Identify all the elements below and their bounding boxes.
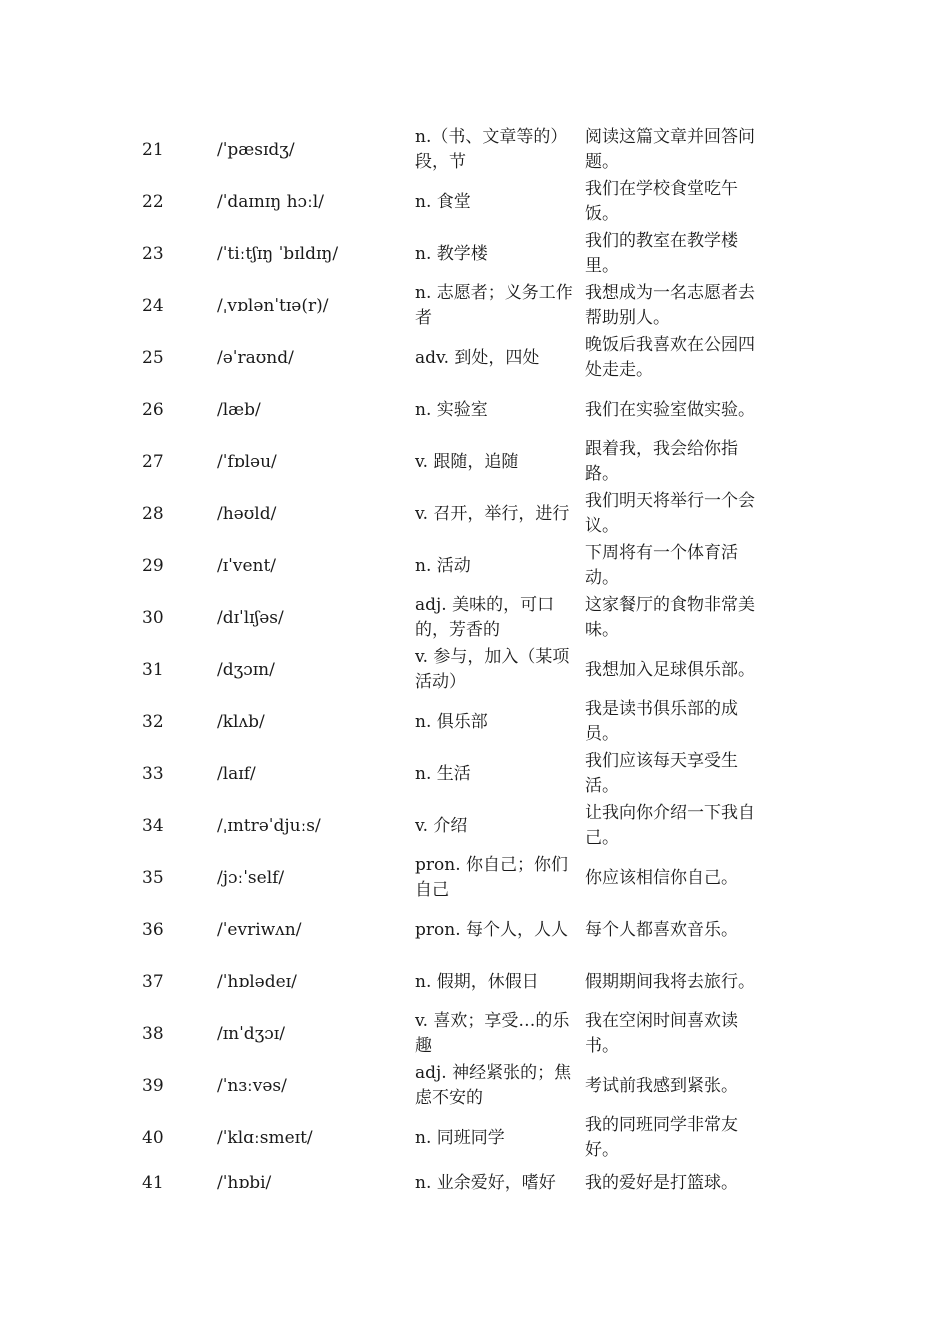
vocab-row <box>142 852 802 904</box>
definition: n. 教学楼 <box>415 243 488 264</box>
entry-number: 41 <box>142 1172 164 1193</box>
vocab-row <box>142 176 802 228</box>
entry-number: 39 <box>142 1075 164 1096</box>
entry-number: 35 <box>142 867 164 888</box>
definition: v. 参与，加入（某项活动） <box>415 647 570 692</box>
example-sentence: 我们在实验室做实验。 <box>585 399 755 420</box>
vocab-row <box>142 1060 802 1112</box>
definition: n. 俱乐部 <box>415 711 488 732</box>
definition: n. 生活 <box>415 763 471 784</box>
phonetic-transcription: /ˌɪntrəˈdjuːs/ <box>217 815 321 836</box>
vocab-row <box>142 384 802 436</box>
entry-number: 26 <box>142 399 164 420</box>
example-sentence: 我的爱好是打篮球。 <box>585 1172 738 1193</box>
definition: n. 食堂 <box>415 191 471 212</box>
vocab-row <box>142 696 802 748</box>
example-sentence: 我们应该每天享受生活。 <box>585 751 738 796</box>
definition: pron. 每个人，人人 <box>415 919 568 940</box>
phonetic-transcription: /ˈevriwʌn/ <box>217 919 302 940</box>
definition: n. 假期，休假日 <box>415 971 539 992</box>
definition: v. 跟随，追随 <box>415 451 519 472</box>
vocab-row <box>142 228 802 280</box>
entry-number: 37 <box>142 971 164 992</box>
phonetic-transcription: /ɪˈvent/ <box>217 555 277 576</box>
vocab-row <box>142 956 802 1008</box>
example-sentence: 我是读书俱乐部的成员。 <box>585 699 738 744</box>
entry-number: 23 <box>142 243 164 264</box>
phonetic-transcription: /ˈdaɪnɪŋ hɔːl/ <box>217 191 324 212</box>
entry-number: 22 <box>142 191 164 212</box>
entry-number: 38 <box>142 1023 164 1044</box>
phonetic-transcription: /ˈklɑːsmeɪt/ <box>217 1127 313 1148</box>
example-sentence: 我们的教室在教学楼里。 <box>585 231 738 276</box>
phonetic-transcription: /ɪnˈdʒɔɪ/ <box>217 1023 285 1044</box>
example-sentence: 你应该相信你自己。 <box>585 867 738 888</box>
example-sentence: 晚饭后我喜欢在公园四处走走。 <box>585 335 755 380</box>
phonetic-transcription: /həʊld/ <box>217 503 277 524</box>
vocabulary-table <box>142 124 802 1202</box>
phonetic-transcription: /laɪf/ <box>217 763 256 784</box>
entry-number: 31 <box>142 659 164 680</box>
phonetic-transcription: /əˈraʊnd/ <box>217 347 294 368</box>
vocab-row <box>142 592 802 644</box>
definition: n.（书、文章等的）段，节 <box>415 127 568 172</box>
phonetic-transcription: /ˈhɒbi/ <box>217 1172 272 1193</box>
vocab-row <box>142 540 802 592</box>
vocab-row <box>142 1164 802 1202</box>
definition: n. 业余爱好，嗜好 <box>415 1172 556 1193</box>
example-sentence: 我的同班同学非常友好。 <box>585 1115 738 1160</box>
vocab-row <box>142 1112 802 1164</box>
example-sentence: 我们在学校食堂吃午饭。 <box>585 179 738 224</box>
vocab-row <box>142 488 802 540</box>
example-sentence: 阅读这篇文章并回答问题。 <box>585 127 755 172</box>
example-sentence: 下周将有一个体育活动。 <box>585 543 738 588</box>
phonetic-transcription: /læb/ <box>217 399 261 420</box>
vocab-row <box>142 1008 802 1060</box>
phonetic-transcription: /dʒɔɪn/ <box>217 659 275 680</box>
phonetic-transcription: /jɔːˈself/ <box>217 867 285 888</box>
phonetic-transcription: /klʌb/ <box>217 711 265 732</box>
definition: adv. 到处，四处 <box>415 347 540 368</box>
definition: pron. 你自己；你们自己 <box>415 855 568 900</box>
example-sentence: 我在空闲时间喜欢读书。 <box>585 1011 738 1056</box>
entry-number: 25 <box>142 347 164 368</box>
example-sentence: 让我向你介绍一下我自己。 <box>585 803 755 848</box>
phonetic-transcription: /dɪˈlɪʃəs/ <box>217 607 284 628</box>
vocab-row <box>142 332 802 384</box>
entry-number: 36 <box>142 919 164 940</box>
vocab-row <box>142 748 802 800</box>
entry-number: 27 <box>142 451 164 472</box>
definition: adj. 美味的，可口的，芳香的 <box>415 595 555 640</box>
example-sentence: 考试前我感到紧张。 <box>585 1075 738 1096</box>
example-sentence: 跟着我，我会给你指路。 <box>585 439 738 484</box>
entry-number: 30 <box>142 607 164 628</box>
definition: v. 介绍 <box>415 815 468 836</box>
entry-number: 34 <box>142 815 164 836</box>
phonetic-transcription: /ˈnɜːvəs/ <box>217 1075 287 1096</box>
example-sentence: 我想成为一名志愿者去帮助别人。 <box>585 283 755 328</box>
example-sentence: 这家餐厅的食物非常美味。 <box>585 595 755 640</box>
phonetic-transcription: /ˈpæsɪdʒ/ <box>217 139 295 160</box>
vocab-row <box>142 644 802 696</box>
definition: n. 同班同学 <box>415 1127 505 1148</box>
phonetic-transcription: /ˈfɒləu/ <box>217 451 277 472</box>
entry-number: 21 <box>142 139 164 160</box>
phonetic-transcription: /ˈhɒlədeɪ/ <box>217 971 297 992</box>
example-sentence: 假期期间我将去旅行。 <box>585 971 755 992</box>
definition: v. 召开，举行，进行 <box>415 503 570 524</box>
phonetic-transcription: /ˌvɒlənˈtɪə(r)/ <box>217 295 329 316</box>
entry-number: 29 <box>142 555 164 576</box>
definition: n. 活动 <box>415 555 471 576</box>
example-sentence: 我想加入足球俱乐部。 <box>585 659 755 680</box>
definition: v. 喜欢；享受…的乐趣 <box>415 1011 570 1056</box>
definition: n. 志愿者；义务工作者 <box>415 283 573 328</box>
vocab-row <box>142 124 802 176</box>
entry-number: 28 <box>142 503 164 524</box>
entry-number: 40 <box>142 1127 164 1148</box>
phonetic-transcription: /ˈtiːtʃɪŋ ˈbɪldɪŋ/ <box>217 243 339 264</box>
vocab-row <box>142 800 802 852</box>
definition: adj. 神经紧张的；焦虑不安的 <box>415 1063 572 1108</box>
vocab-row <box>142 436 802 488</box>
example-sentence: 我们明天将举行一个会议。 <box>585 491 755 536</box>
entry-number: 33 <box>142 763 164 784</box>
example-sentence: 每个人都喜欢音乐。 <box>585 919 738 940</box>
vocab-row <box>142 280 802 332</box>
entry-number: 32 <box>142 711 164 732</box>
vocab-row <box>142 904 802 956</box>
entry-number: 24 <box>142 295 164 316</box>
definition: n. 实验室 <box>415 399 488 420</box>
